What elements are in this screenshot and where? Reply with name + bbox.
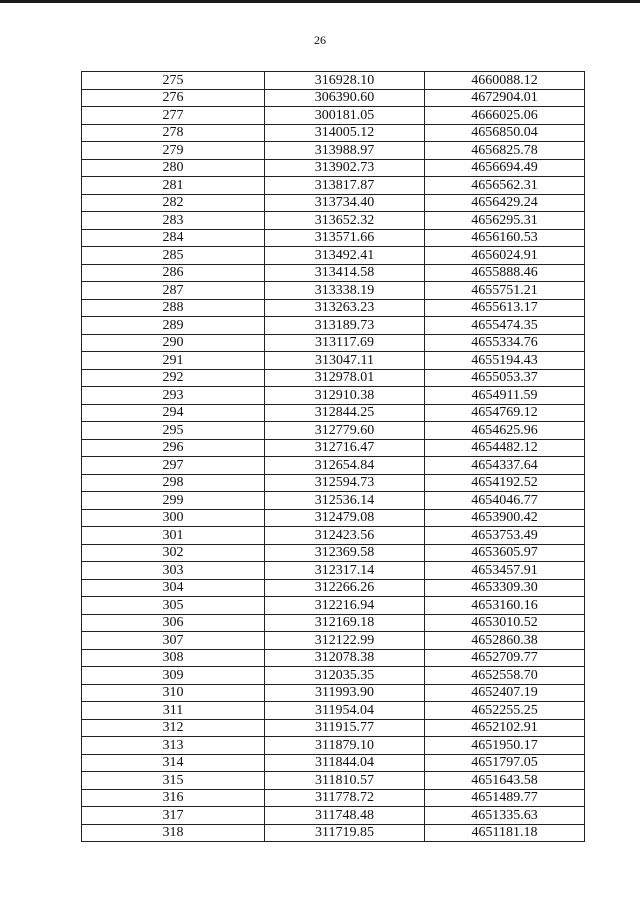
y-coordinate-cell: 4655751.21 [425, 282, 585, 300]
top-border-rule [0, 0, 640, 3]
y-coordinate-cell: 4652558.70 [425, 667, 585, 685]
x-coordinate-cell: 313414.58 [265, 264, 425, 282]
table-row [82, 614, 585, 632]
table-row [82, 684, 585, 702]
point-number-cell: 316 [82, 789, 265, 807]
page-number: 26 [314, 33, 326, 47]
point-number-cell: 307 [82, 632, 265, 650]
table-row [82, 719, 585, 737]
y-coordinate-cell: 4655613.17 [425, 299, 585, 317]
x-coordinate-cell: 312216.94 [265, 597, 425, 615]
coordinates-table-body [82, 72, 585, 842]
table-row [82, 492, 585, 510]
table-row [82, 247, 585, 265]
table-row [82, 544, 585, 562]
point-number-cell: 300 [82, 509, 265, 527]
table-row [82, 317, 585, 335]
x-coordinate-cell: 312169.18 [265, 614, 425, 632]
y-coordinate-cell: 4655194.43 [425, 352, 585, 370]
y-coordinate-cell: 4655474.35 [425, 317, 585, 335]
y-coordinate-cell: 4654192.52 [425, 474, 585, 492]
y-coordinate-cell: 4656694.49 [425, 159, 585, 177]
x-coordinate-cell: 312779.60 [265, 422, 425, 440]
table-row [82, 667, 585, 685]
point-number-cell: 303 [82, 562, 265, 580]
x-coordinate-cell: 312978.01 [265, 369, 425, 387]
point-number-cell: 296 [82, 439, 265, 457]
y-coordinate-cell: 4654337.64 [425, 457, 585, 475]
x-coordinate-cell: 316928.10 [265, 72, 425, 90]
point-number-cell: 293 [82, 387, 265, 405]
y-coordinate-cell: 4660088.12 [425, 72, 585, 90]
y-coordinate-cell: 4654625.96 [425, 422, 585, 440]
y-coordinate-cell: 4651489.77 [425, 789, 585, 807]
x-coordinate-cell: 311879.10 [265, 737, 425, 755]
point-number-cell: 282 [82, 194, 265, 212]
point-number-cell: 302 [82, 544, 265, 562]
table-row [82, 282, 585, 300]
point-number-cell: 279 [82, 142, 265, 160]
y-coordinate-cell: 4656160.53 [425, 229, 585, 247]
point-number-cell: 315 [82, 772, 265, 790]
x-coordinate-cell: 313117.69 [265, 334, 425, 352]
y-coordinate-cell: 4653605.97 [425, 544, 585, 562]
table-row [82, 527, 585, 545]
x-coordinate-cell: 311954.04 [265, 702, 425, 720]
x-coordinate-cell: 312844.25 [265, 404, 425, 422]
x-coordinate-cell: 313652.32 [265, 212, 425, 230]
y-coordinate-cell: 4652255.25 [425, 702, 585, 720]
table-row [82, 457, 585, 475]
point-number-cell: 283 [82, 212, 265, 230]
x-coordinate-cell: 313492.41 [265, 247, 425, 265]
y-coordinate-cell: 4651181.18 [425, 824, 585, 842]
table-row [82, 404, 585, 422]
x-coordinate-cell: 314005.12 [265, 124, 425, 142]
x-coordinate-cell: 312654.84 [265, 457, 425, 475]
y-coordinate-cell: 4654046.77 [425, 492, 585, 510]
x-coordinate-cell: 312536.14 [265, 492, 425, 510]
y-coordinate-cell: 4656850.04 [425, 124, 585, 142]
point-number-cell: 313 [82, 737, 265, 755]
table-row [82, 299, 585, 317]
y-coordinate-cell: 4652102.91 [425, 719, 585, 737]
y-coordinate-cell: 4656295.31 [425, 212, 585, 230]
point-number-cell: 301 [82, 527, 265, 545]
x-coordinate-cell: 312910.38 [265, 387, 425, 405]
x-coordinate-cell: 311778.72 [265, 789, 425, 807]
coordinates-table [81, 71, 585, 842]
point-number-cell: 281 [82, 177, 265, 195]
point-number-cell: 314 [82, 754, 265, 772]
table-row [82, 807, 585, 825]
table-row [82, 597, 585, 615]
x-coordinate-cell: 311993.90 [265, 684, 425, 702]
x-coordinate-cell: 312035.35 [265, 667, 425, 685]
y-coordinate-cell: 4653010.52 [425, 614, 585, 632]
table-row [82, 107, 585, 125]
table-row [82, 509, 585, 527]
point-number-cell: 295 [82, 422, 265, 440]
y-coordinate-cell: 4654911.59 [425, 387, 585, 405]
point-number-cell: 290 [82, 334, 265, 352]
y-coordinate-cell: 4656825.78 [425, 142, 585, 160]
table-row [82, 352, 585, 370]
point-number-cell: 276 [82, 89, 265, 107]
x-coordinate-cell: 313571.66 [265, 229, 425, 247]
table-row [82, 562, 585, 580]
x-coordinate-cell: 313189.73 [265, 317, 425, 335]
table-row [82, 824, 585, 842]
point-number-cell: 304 [82, 579, 265, 597]
table-row [82, 194, 585, 212]
table-row [82, 229, 585, 247]
point-number-cell: 306 [82, 614, 265, 632]
table-row [82, 422, 585, 440]
point-number-cell: 291 [82, 352, 265, 370]
x-coordinate-cell: 313988.97 [265, 142, 425, 160]
y-coordinate-cell: 4656429.24 [425, 194, 585, 212]
table-row [82, 737, 585, 755]
x-coordinate-cell: 313338.19 [265, 282, 425, 300]
point-number-cell: 289 [82, 317, 265, 335]
point-number-cell: 288 [82, 299, 265, 317]
y-coordinate-cell: 4653900.42 [425, 509, 585, 527]
table-row [82, 369, 585, 387]
x-coordinate-cell: 312078.38 [265, 649, 425, 667]
point-number-cell: 292 [82, 369, 265, 387]
table-row [82, 649, 585, 667]
table-row [82, 89, 585, 107]
point-number-cell: 277 [82, 107, 265, 125]
y-coordinate-cell: 4654482.12 [425, 439, 585, 457]
table-row [82, 474, 585, 492]
x-coordinate-cell: 312716.47 [265, 439, 425, 457]
y-coordinate-cell: 4653309.30 [425, 579, 585, 597]
x-coordinate-cell: 311915.77 [265, 719, 425, 737]
x-coordinate-cell: 300181.05 [265, 107, 425, 125]
table-row [82, 632, 585, 650]
point-number-cell: 317 [82, 807, 265, 825]
point-number-cell: 278 [82, 124, 265, 142]
point-number-cell: 294 [82, 404, 265, 422]
y-coordinate-cell: 4672904.01 [425, 89, 585, 107]
x-coordinate-cell: 311748.48 [265, 807, 425, 825]
x-coordinate-cell: 312479.08 [265, 509, 425, 527]
table-row [82, 72, 585, 90]
table-row [82, 439, 585, 457]
x-coordinate-cell: 311719.85 [265, 824, 425, 842]
table-row [82, 579, 585, 597]
table-row [82, 177, 585, 195]
y-coordinate-cell: 4652407.19 [425, 684, 585, 702]
y-coordinate-cell: 4656562.31 [425, 177, 585, 195]
y-coordinate-cell: 4651643.58 [425, 772, 585, 790]
table-row [82, 772, 585, 790]
point-number-cell: 309 [82, 667, 265, 685]
point-number-cell: 287 [82, 282, 265, 300]
point-number-cell: 285 [82, 247, 265, 265]
x-coordinate-cell: 313047.11 [265, 352, 425, 370]
table-row [82, 264, 585, 282]
x-coordinate-cell: 312369.58 [265, 544, 425, 562]
point-number-cell: 312 [82, 719, 265, 737]
point-number-cell: 318 [82, 824, 265, 842]
x-coordinate-cell: 311810.57 [265, 772, 425, 790]
point-number-cell: 286 [82, 264, 265, 282]
point-number-cell: 311 [82, 702, 265, 720]
y-coordinate-cell: 4651797.05 [425, 754, 585, 772]
point-number-cell: 284 [82, 229, 265, 247]
x-coordinate-cell: 312317.14 [265, 562, 425, 580]
x-coordinate-cell: 312122.99 [265, 632, 425, 650]
x-coordinate-cell: 312594.73 [265, 474, 425, 492]
point-number-cell: 310 [82, 684, 265, 702]
table-row [82, 124, 585, 142]
point-number-cell: 275 [82, 72, 265, 90]
table-row [82, 142, 585, 160]
table-row [82, 334, 585, 352]
y-coordinate-cell: 4652709.77 [425, 649, 585, 667]
table-row [82, 159, 585, 177]
y-coordinate-cell: 4651950.17 [425, 737, 585, 755]
y-coordinate-cell: 4653160.16 [425, 597, 585, 615]
x-coordinate-cell: 313817.87 [265, 177, 425, 195]
x-coordinate-cell: 311844.04 [265, 754, 425, 772]
x-coordinate-cell: 312266.26 [265, 579, 425, 597]
table-row [82, 702, 585, 720]
x-coordinate-cell: 313902.73 [265, 159, 425, 177]
x-coordinate-cell: 313263.23 [265, 299, 425, 317]
x-coordinate-cell: 306390.60 [265, 89, 425, 107]
point-number-cell: 297 [82, 457, 265, 475]
y-coordinate-cell: 4666025.06 [425, 107, 585, 125]
y-coordinate-cell: 4652860.38 [425, 632, 585, 650]
y-coordinate-cell: 4655334.76 [425, 334, 585, 352]
x-coordinate-cell: 313734.40 [265, 194, 425, 212]
y-coordinate-cell: 4653753.49 [425, 527, 585, 545]
y-coordinate-cell: 4654769.12 [425, 404, 585, 422]
table-row [82, 754, 585, 772]
point-number-cell: 308 [82, 649, 265, 667]
point-number-cell: 299 [82, 492, 265, 510]
y-coordinate-cell: 4651335.63 [425, 807, 585, 825]
y-coordinate-cell: 4656024.91 [425, 247, 585, 265]
point-number-cell: 298 [82, 474, 265, 492]
y-coordinate-cell: 4653457.91 [425, 562, 585, 580]
table-row [82, 387, 585, 405]
table-row [82, 789, 585, 807]
point-number-cell: 280 [82, 159, 265, 177]
y-coordinate-cell: 4655888.46 [425, 264, 585, 282]
point-number-cell: 305 [82, 597, 265, 615]
x-coordinate-cell: 312423.56 [265, 527, 425, 545]
y-coordinate-cell: 4655053.37 [425, 369, 585, 387]
table-row [82, 212, 585, 230]
